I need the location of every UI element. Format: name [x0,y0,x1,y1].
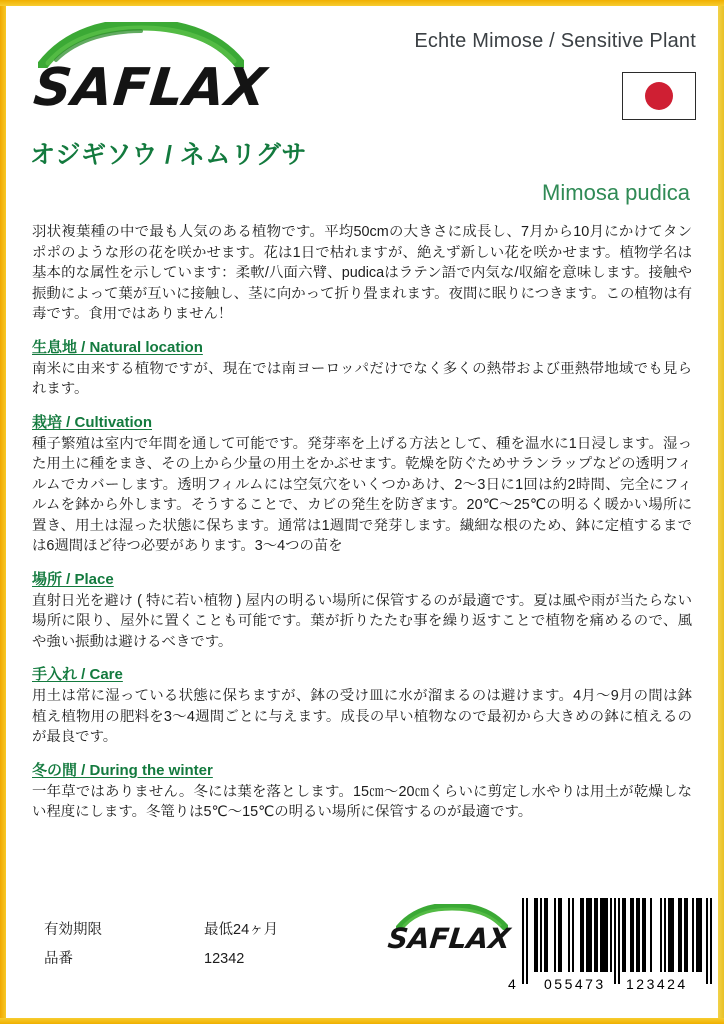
section-heading: 栽培 / Cultivation [32,413,153,431]
expiry-row [44,916,278,945]
product-meta [44,916,278,974]
section-body: 直射日光を避け ( 特に若い植物 ) 屋内の明るい場所に保管するのが最適です。夏は風や雨が当たらない場所に限り、屋外に置くことも可能です。葉が折りたたむ事を繰り返すことで植物を痛めるので、風や強い振動は避けるべきです。 [32,592,692,650]
section-heading: 冬の間 / During the winter [32,761,213,779]
section-body: 種子繁殖は室内で年間を通して可能です。発芽率を上げる方法として、種を温水に1日浸します。湿った用土に種をまき、その上から少量の用土をかぶせます。乾燥を防ぐためサランラップなどの透明フィルムでカバーします。透明フィルムには空気穴をいくつかあけ、2～3日に1回は約2時間、完全にフィルムを鉢から外します。そうすることで、カビの発生を防ぎます。20℃～25℃の明るく暖かい場所に置き、用土は湿った状態に保ちます。通常は1週間で発芽します。繊細な根のため、鉢に定植するまでは6週間ほど待つ必要があります。3～4つの苗を [32,435,692,554]
footer [6,890,718,1008]
section-cultivation [32,413,692,557]
botanical-name: Mimosa pudica [542,180,690,205]
barcode-left-group: 055473 [544,976,606,992]
barcode-bar [710,898,712,984]
page-title: オジギソウ / ネムリグサ [30,141,307,169]
label-inner [6,6,718,1018]
section-care [32,665,692,748]
section-place [32,570,692,653]
frame-edge-right [718,0,724,1024]
content [6,222,718,823]
common-name: Echte Mimose / Sensitive Plant [414,30,696,52]
barcode-bars [522,898,712,972]
expiry-label: 有効期限 [44,922,102,938]
article-value: 12342 [204,951,245,967]
header [6,6,718,138]
section-body: 用土は常に湿っている状態に保ちますが、鉢の受け皿に水が溜まるのは避けます。4月～9月の間は鉢植え植物用の肥料を3～4週間ごとに与えます。成長の早い植物なので最初から大きめの鉢に植えるのが最良です。 [32,688,692,745]
section-heading: 場所 / Place [32,570,114,588]
section-body: 一年草ではありません。冬には葉を落とします。15㎝～20㎝くらいに剪定し水やりは用土が乾燥しない程度にします。冬篭りは5℃～15℃の明るい場所に保管するのが最適です。 [32,783,692,820]
frame-edge-bottom [0,1018,724,1024]
brand-logo [30,22,270,126]
japan-flag-icon [622,72,696,120]
section-natural-location [32,338,692,400]
footer-brand-wordmark: SAFLAX [386,922,512,955]
section-heading: 手入れ / Care [32,666,123,683]
barcode-bar [652,898,660,972]
section-winter [32,761,692,823]
section-heading: 生息地 / Natural location [32,338,203,356]
barcode-digits [508,974,704,994]
barcode-bar [600,898,608,972]
expiry-value: 最低24ヶ月 [204,922,279,938]
article-row [44,945,278,974]
ean-barcode [508,898,704,998]
barcode-right-group: 123424 [626,976,688,992]
section-body: 南米に由来する植物ですが、現在では南ヨーロッパだけでなく多くの熱帯および亜熱帯地域でも見られます。 [32,360,692,397]
intro-paragraph: 羽状複葉種の中で最も人気のある植物です。平均50cmの大きさに成長し、7月から10月にかけてタンポポのような形の花を咲かせます。花は1日で枯れますが、絶えず新しい花を咲かせます。植物学名は基本的な属性を示しています：柔軟/八面六臂、pudicaはラテン語で内気な/収縮を意味します。接触や振動によって葉が互いに接触し、茎に向かって折り畳まれます。夜間に眠りにつきます。この植物は有毒です。食用ではありません！ [32,224,692,322]
footer-brand-logo [388,904,516,970]
flag-disc [645,82,673,110]
title-block [6,140,718,206]
article-label: 品番 [44,951,73,967]
barcode-lead-digit: 4 [508,976,516,992]
brand-wordmark: SAFLAX [30,58,270,118]
